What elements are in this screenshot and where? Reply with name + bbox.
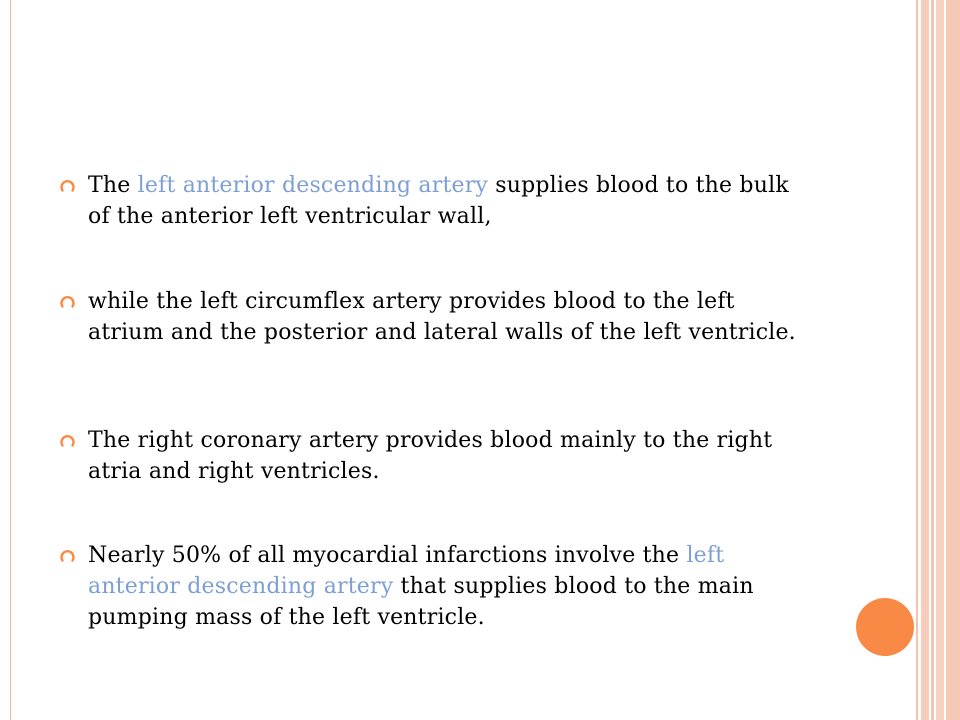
right-stripe [946,0,960,720]
right-stripe [921,0,929,720]
bullet-text [88,170,808,232]
bullet-marker-icon [60,433,76,449]
text-segment: The right coronary artery provides blood mainly to the right atria and right ventricles. [88,428,773,484]
right-stripe [936,0,944,720]
right-stripe [916,0,918,720]
decorative-circle [856,598,914,656]
text-segment: The [88,173,138,198]
bullet-text [88,540,808,633]
left-border [0,0,11,720]
bullet-text [88,425,808,487]
text-segment: while the left circumflex artery provides blood to the left atrium and the posterior and lateral walls of the left ventricle. [88,289,796,345]
bullet-marker-icon [60,178,76,194]
bullet-text [88,286,808,348]
text-segment: supplies blood to the bulk of the anterior left ventricular wall, [88,173,789,229]
bullet-marker-icon [60,294,76,310]
bullet-marker-icon [60,548,76,564]
text-segment: Nearly 50% of all myocardial infarctions involve the [88,543,687,568]
right-stripe [931,0,934,720]
highlighted-term: left anterior descending artery [137,173,489,198]
text-segment: that supplies blood to the main pumping mass of the left ventricle. [88,574,754,630]
highlighted-term: left anterior descending artery [88,543,725,599]
